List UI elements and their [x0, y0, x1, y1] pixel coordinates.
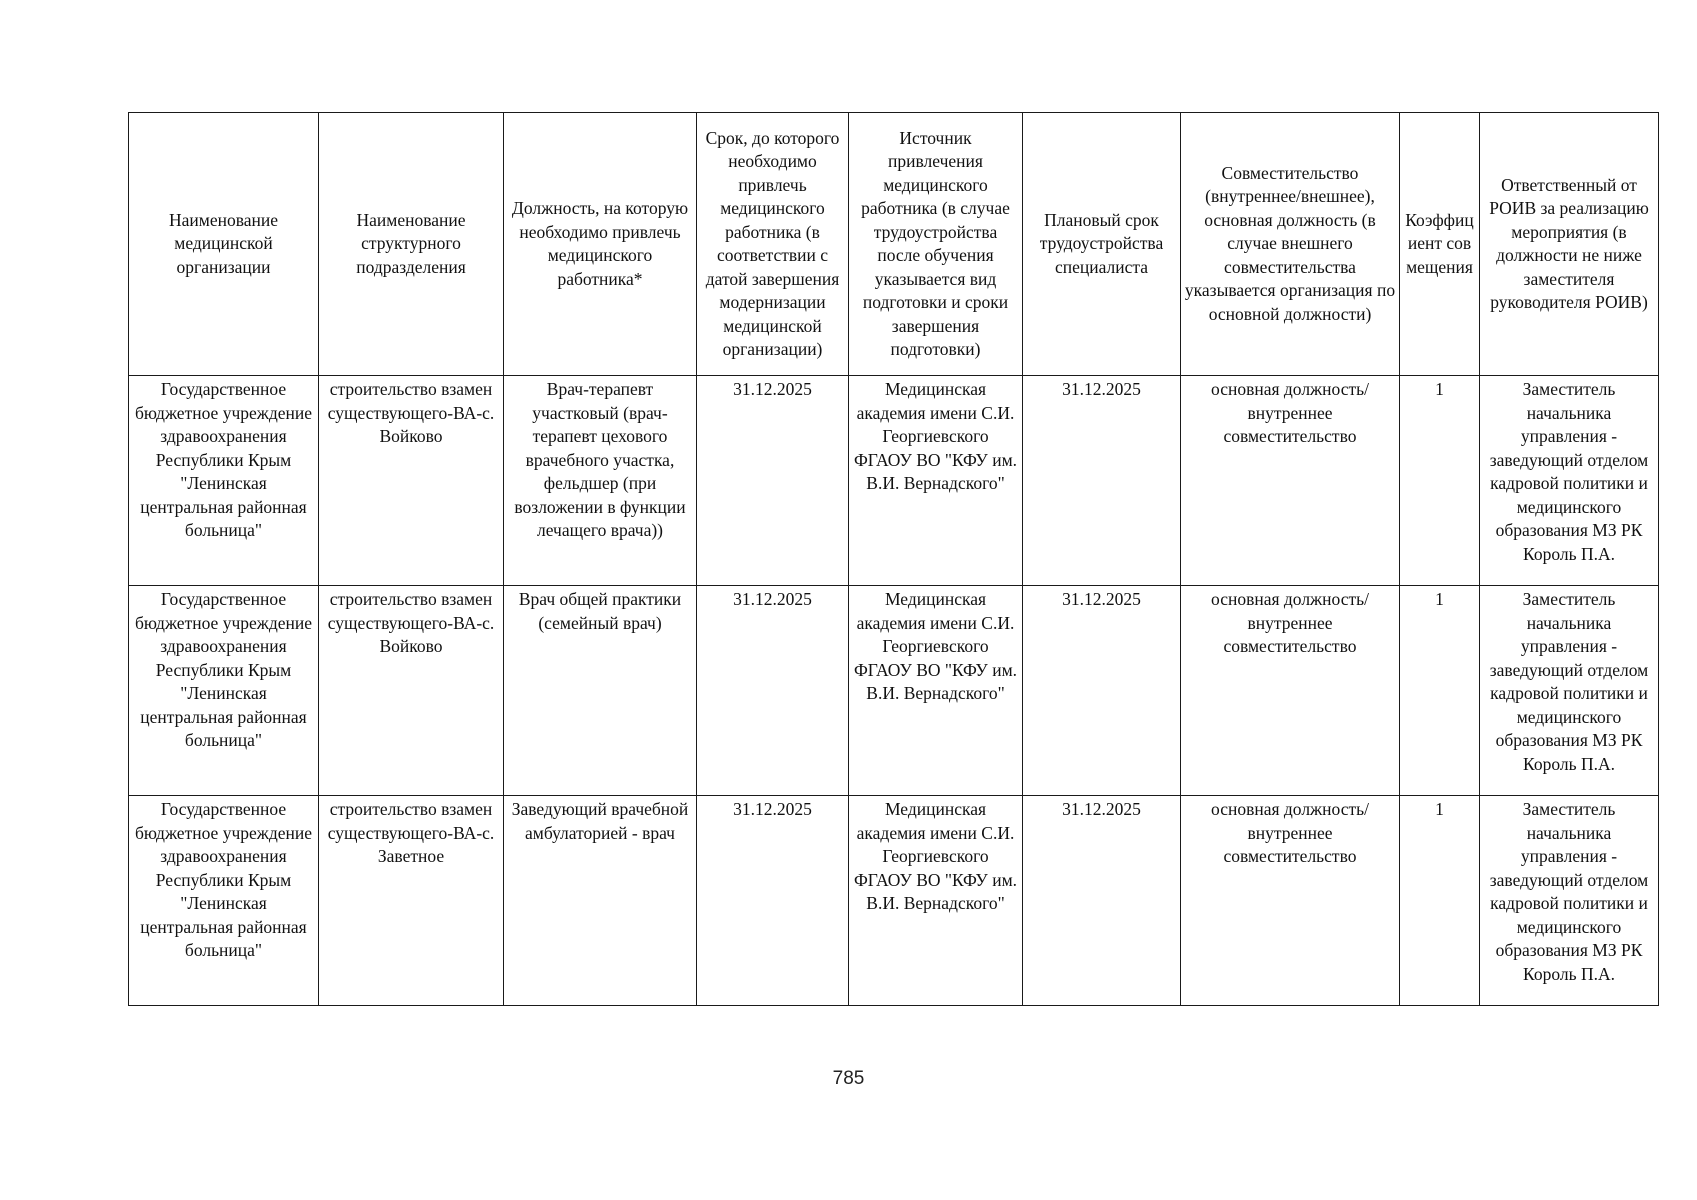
table-row [129, 796, 1659, 1006]
cell-planned-date: 31.12.2025 [1023, 796, 1181, 1006]
cell-planned-date: 31.12.2025 [1023, 586, 1181, 796]
header-position: Должность, на которую необходимо привлечь медицинского работника* [504, 113, 697, 376]
cell-source: Медицинская академия имени С.И. Георгиевского ФГАОУ ВО "КФУ им. В.И. Вернадского" [849, 586, 1023, 796]
cell-subdivision: строительство взамен существующего-ВА-с. Войково [319, 376, 504, 586]
cell-coefficient: 1 [1400, 796, 1480, 1006]
cell-subdivision: строительство взамен существующего-ВА-с. Войково [319, 586, 504, 796]
table-row [129, 586, 1659, 796]
header-responsible: Ответственный от РОИВ за реализацию мероприятия (в должности не ниже заместителя руководителя РОИВ) [1480, 113, 1659, 376]
cell-deadline: 31.12.2025 [697, 796, 849, 1006]
cell-deadline: 31.12.2025 [697, 586, 849, 796]
cell-combination: основная должность/ внутреннее совместительство [1181, 796, 1400, 1006]
cell-deadline: 31.12.2025 [697, 376, 849, 586]
cell-organization: Государственное бюджетное учреждение здравоохранения Республики Крым "Ленинская центральная районная больница" [129, 796, 319, 1006]
header-deadline: Срок, до которого необходимо привлечь медицинского работника (в соответствии с датой завершения модернизации медицинской организации) [697, 113, 849, 376]
cell-organization: Государственное бюджетное учреждение здравоохранения Республики Крым "Ленинская центральная районная больница" [129, 586, 319, 796]
header-organization: Наименование медицинской организации [129, 113, 319, 376]
cell-responsible: Заместитель начальника управления - заведующий отделом кадровой политики и медицинского образования МЗ РК Король П.А. [1480, 796, 1659, 1006]
cell-source: Медицинская академия имени С.И. Георгиевского ФГАОУ ВО "КФУ им. В.И. Вернадского" [849, 376, 1023, 586]
cell-responsible: Заместитель начальника управления - заведующий отделом кадровой политики и медицинского образования МЗ РК Король П.А. [1480, 586, 1659, 796]
header-coefficient: Коэффициент совмещения [1400, 113, 1480, 376]
cell-combination: основная должность/ внутреннее совместительство [1181, 586, 1400, 796]
cell-planned-date: 31.12.2025 [1023, 376, 1181, 586]
table-row [129, 376, 1659, 586]
header-planned-date: Плановый срок трудоустройства специалиста [1023, 113, 1181, 376]
cell-coefficient: 1 [1400, 376, 1480, 586]
cell-position: Врач-терапевт участковый (врач-терапевт цехового врачебного участка, фельдшер (при возложении в функции лечащего врача)) [504, 376, 697, 586]
cell-position: Врач общей практики (семейный врач) [504, 586, 697, 796]
cell-responsible: Заместитель начальника управления - заведующий отделом кадровой политики и медицинского образования МЗ РК Король П.А. [1480, 376, 1659, 586]
cell-combination: основная должность/ внутреннее совместительство [1181, 376, 1400, 586]
header-row [129, 113, 1659, 376]
staffing-table [128, 112, 1659, 1006]
cell-organization: Государственное бюджетное учреждение здравоохранения Республики Крым "Ленинская центральная районная больница" [129, 376, 319, 586]
cell-source: Медицинская академия имени С.И. Георгиевского ФГАОУ ВО "КФУ им. В.И. Вернадского" [849, 796, 1023, 1006]
header-combination: Совместительство (внутреннее/внешнее), основная должность (в случае внешнего совместительства указывается организация по основной должности) [1181, 113, 1400, 376]
header-source: Источник привлечения медицинского работника (в случае трудоустройства после обучения указывается вид подготовки и сроки завершения подготовки) [849, 113, 1023, 376]
cell-position: Заведующий врачебной амбулаторией - врач [504, 796, 697, 1006]
page-number: 785 [832, 1068, 865, 1089]
header-subdivision: Наименование структурного подразделения [319, 113, 504, 376]
cell-coefficient: 1 [1400, 586, 1480, 796]
cell-subdivision: строительство взамен существующего-ВА-с. Заветное [319, 796, 504, 1006]
